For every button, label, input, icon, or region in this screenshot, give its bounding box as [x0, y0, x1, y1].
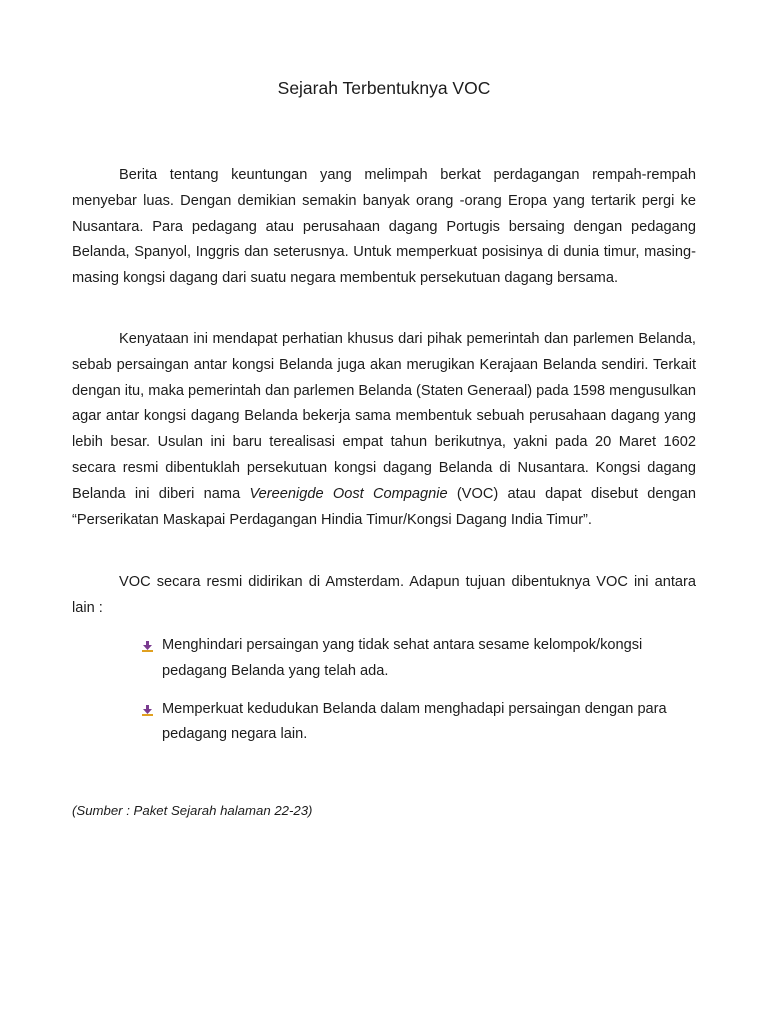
- bullet-list: [0, 633, 768, 760]
- paragraph-1: Berita tentang keuntungan yang melimpah berkat perdagangan rempah-rempah menyebar luas. Dengan demikian semakin banyak orang -orang Eropa yang tertarik pergi ke Nusantara. Para pedagang atau perusahaan dagang Portugis bersaing dengan pedagang Belanda, Spanyol, Inggris dan seterusnya. Untuk memperkuat posisinya di dunia timur, masing-masing kongsi dagang dari suatu negara membentuk persekutuan dagang bersama.: [72, 167, 696, 287]
- source-citation: (Sumber : Paket Sejarah halaman 22-23): [72, 803, 313, 818]
- bullet-text: Memperkuat kedudukan Belanda dalam menghadapi persaingan dengan para pedagang negara lain.: [162, 700, 667, 743]
- company-name-italic: Vereenigde Oost Compagnie: [249, 485, 448, 502]
- list-item: [0, 633, 696, 685]
- paragraph-2-text-start: Kenyataan ini mendapat perhatian khusus dari pihak pemerintah dan parlemen Belanda, sebab persaingan antar kongsi Belanda juga akan merugikan Kerajaan Belanda sendiri. Terkait dengan itu, maka pemerintah dan parlemen Belanda (Staten Generaal) pada 1598 mengusulkan agar antar kongsi dagang Belanda bekerja sama membentuk sebuah perusahaan dagang yang lebih besar. Usulan ini baru terealisasi empat tahun berikutnya, yakni pada 20 Maret 1602 secara resmi dibentuklah persekutuan kongsi dagang Belanda di Nusantara. Kongsi dagang Belanda ini diberi nama: [72, 331, 696, 502]
- document-title: Sejarah Terbentuknya VOC: [277, 78, 491, 98]
- paragraph-2: [72, 327, 696, 533]
- bullet-text: Menghindari persaingan yang tidak sehat antara sesame kelompok/kongsi pedagang Belanda yang telah ada.: [162, 637, 643, 679]
- arrow-down-bullet-icon: [142, 641, 153, 652]
- paragraph-2-text-end: (VOC) atau dapat disebut dengan “Perserikatan Maskapai Perdagangan Hindia Timur/Kongsi Dagang India Timur”.: [72, 485, 696, 528]
- arrow-down-bullet-icon: [142, 705, 153, 716]
- paragraph-3: VOC secara resmi didirikan di Amsterdam. Adapun tujuan dibentuknya VOC ini antara lain :: [72, 574, 696, 616]
- list-item: [0, 697, 696, 749]
